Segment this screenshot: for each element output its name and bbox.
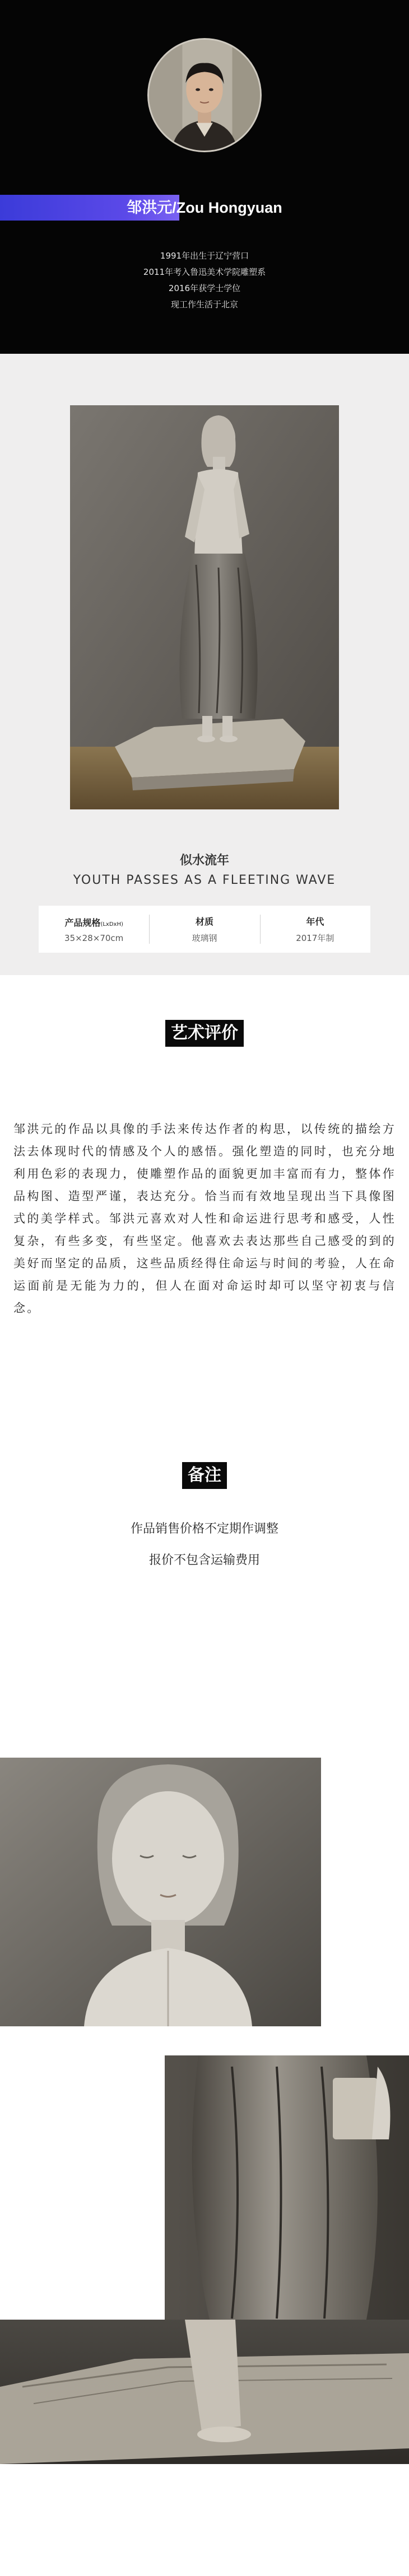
review-section xyxy=(0,975,409,1462)
artist-name: 邹洪元/Zou Hongyuan xyxy=(127,199,282,216)
bio-line: 2016年获学士学位 xyxy=(168,283,241,293)
note-line: 作品销售价格不定期作调整 xyxy=(130,1522,278,1536)
spec-value: 玻璃钢 xyxy=(192,933,217,943)
bio-line: 1991年出生于辽宁营口 xyxy=(160,251,249,261)
artist-header xyxy=(0,0,409,354)
artist-bio xyxy=(0,248,409,313)
artwork-specs-card xyxy=(39,906,370,953)
artwork-main-photo[interactable] xyxy=(70,405,339,809)
artwork-title-cn: 似水流年 xyxy=(179,854,229,868)
bio-line: 现工作生活于北京 xyxy=(170,299,238,310)
detail-photo-skirt xyxy=(0,2026,409,2320)
notes-section xyxy=(0,1462,409,1758)
artwork-title-en: YOUTH PASSES AS A FLEETING WAVE xyxy=(73,873,336,887)
detail-book-image[interactable] xyxy=(0,2320,409,2464)
spec-year xyxy=(260,912,370,946)
notes-heading: 备注 xyxy=(182,1462,227,1489)
spec-label: 年代 xyxy=(306,916,324,927)
sculpture-skirt-image xyxy=(165,2055,409,2320)
bio-line: 2011年考入鲁迅美术学院雕塑系 xyxy=(143,267,266,277)
spec-value: 35×28×70cm xyxy=(64,933,124,943)
spec-label: 产品规格(LxDxH) xyxy=(64,917,123,928)
review-heading: 艺术评价 xyxy=(165,1020,244,1047)
sculpture-head-image xyxy=(0,1758,321,2026)
artist-name-bar xyxy=(0,195,409,221)
artist-avatar xyxy=(147,38,262,152)
sculpture-book-image xyxy=(0,2320,409,2464)
spec-dimensions xyxy=(39,912,149,946)
detail-photo-head xyxy=(0,1758,409,2026)
detail-photo-book xyxy=(0,2320,409,2464)
sculpture-image xyxy=(70,405,339,809)
spec-material xyxy=(149,912,259,946)
artist-portrait-image xyxy=(149,40,260,151)
note-line: 报价不包含运输费用 xyxy=(148,1553,260,1567)
review-text: 邹洪元的作品以具像的手法来传达作者的构思，以传统的描绘方法去体现时代的情感及个人的感悟。强化塑造的同时，也充分地利用色彩的表现力，使雕塑作品的面貌更加丰富而有力，整体作品构图、造型严谨，表达充分。恰当而有效地呈现出当下具像图式的美学样式。邹洪元喜欢对人性和命运进行思考和感受，人性复杂，有些多变，有些坚定。他喜欢去表达那些自己感受的到的美好而坚定的品质，这些品质经得住命运与时间的考验，人在命运面前是无能为力的，但人在面对命运时却可以坚守初衷与信念。 xyxy=(13,1122,396,1315)
artwork-section xyxy=(0,354,409,975)
spec-label: 材质 xyxy=(195,916,213,927)
detail-head-image[interactable] xyxy=(0,1758,321,2026)
spec-value: 2017年制 xyxy=(296,933,334,943)
detail-skirt-image[interactable] xyxy=(165,2055,409,2320)
